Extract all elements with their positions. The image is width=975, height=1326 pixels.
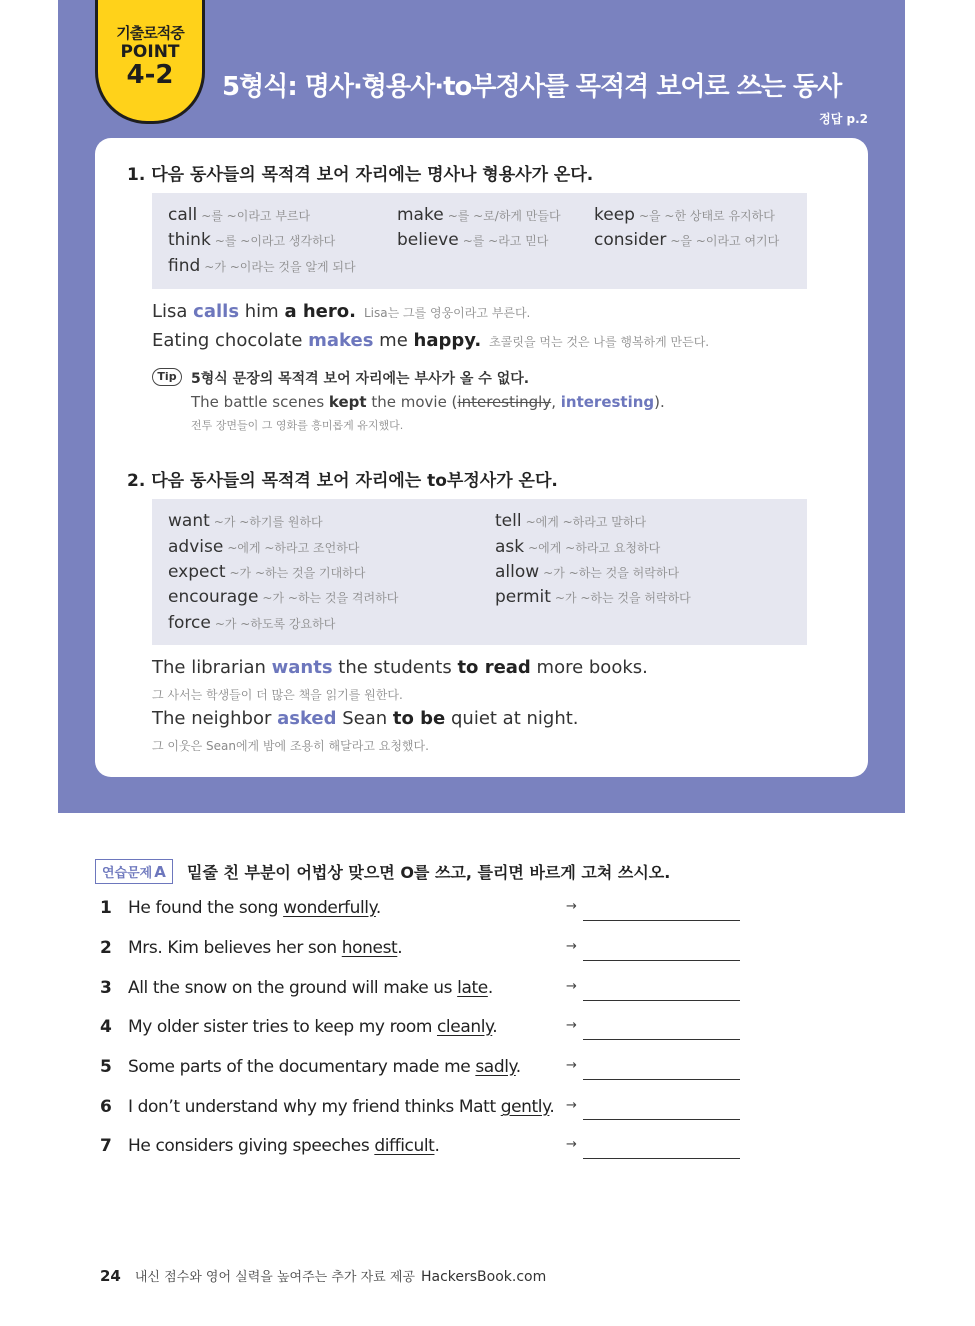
exercise-question: [100, 1097, 760, 1123]
verb-item: keep ~을 ~한 상태로 유지하다: [594, 205, 775, 225]
question-number: 2: [100, 938, 112, 958]
verb-item: think ~를 ~이라고 생각하다: [168, 230, 336, 250]
section1-heading: 1. 다음 동사들의 목적격 보어 자리에는 명사나 형용사가 온다.: [127, 165, 594, 185]
verb-item: consider ~을 ~이라고 여기다: [594, 230, 780, 250]
example-sentence: The neighbor asked Sean to be quiet at night.: [152, 708, 579, 729]
footer-site-link[interactable]: HackersBook.com: [420, 1269, 547, 1285]
arrow-icon: →: [566, 1058, 577, 1073]
verb-item: want ~가 ~하기를 원하다: [168, 511, 323, 531]
verb-item: advise ~에게 ~하라고 조언하다: [168, 537, 360, 557]
arrow-icon: →: [566, 1137, 577, 1152]
answer-blank[interactable]: [583, 1000, 740, 1001]
exercise-question: [100, 1136, 760, 1162]
exercise-question: [100, 978, 760, 1004]
verb-item: encourage ~가 ~하는 것을 격려하다: [168, 587, 399, 607]
example-sentence: Lisa calls him a hero. Lisa는 그를 영웅이라고 부른다.: [152, 301, 531, 322]
example-translation: 그 사서는 학생들이 더 많은 책을 읽기를 원한다.: [152, 688, 403, 702]
exercise-question: [100, 898, 760, 924]
verb-item: make ~를 ~로/하게 만들다: [397, 205, 561, 225]
footer-text: 내신 점수와 영어 실력을 높여주는 추가 자료 제공: [134, 1270, 415, 1285]
question-text: Some parts of the documentary made me sadly.: [128, 1057, 521, 1077]
question-text: I don’t understand why my friend thinks Matt gently.: [128, 1097, 555, 1117]
page-footer: [100, 1266, 546, 1285]
arrow-icon: →: [566, 979, 577, 994]
example-sentence: Eating chocolate makes me happy. 초콜릿을 먹는 것은 나를 행복하게 만든다.: [152, 330, 710, 351]
grammar-card: [95, 138, 868, 777]
answer-blank[interactable]: [583, 1158, 740, 1159]
page-number: 24: [100, 1267, 121, 1285]
arrow-icon: →: [566, 1018, 577, 1033]
exercise-instruction: 밑줄 친 부분이 어법상 맞으면 O를 쓰고, 틀리면 바르게 고쳐 쓰시오.: [187, 863, 671, 882]
tip-example: The battle scenes kept the movie (interestingly, interesting).: [191, 393, 665, 411]
exercise-question: [100, 1017, 760, 1043]
badge-tag: 기출로적중: [116, 24, 184, 42]
verb-item: allow ~가 ~하는 것을 허락하다: [495, 562, 680, 582]
exercise-question: [100, 938, 760, 964]
answer-blank[interactable]: [583, 1039, 740, 1040]
arrow-icon: →: [566, 899, 577, 914]
arrow-icon: →: [566, 1098, 577, 1113]
question-text: He considers giving speeches difficult.: [128, 1136, 440, 1156]
question-number: 6: [100, 1097, 112, 1117]
question-text: All the snow on the ground will make us late.: [128, 978, 493, 998]
answer-blank[interactable]: [583, 1079, 740, 1080]
verb-item: expect ~가 ~하는 것을 기대하다: [168, 562, 366, 582]
verb-item: find ~가 ~이라는 것을 알게 되다: [168, 256, 356, 276]
answer-blank[interactable]: [583, 1119, 740, 1120]
example-sentence: The librarian wants the students to read more books.: [152, 657, 648, 678]
tip-text: 5형식 문장의 목적격 보어 자리에는 부사가 올 수 없다.: [191, 371, 530, 387]
answer-blank[interactable]: [583, 920, 740, 921]
section2-heading: 2. 다음 동사들의 목적격 보어 자리에는 to부정사가 온다.: [127, 471, 558, 491]
verb-item: force ~가 ~하도록 강요하다: [168, 613, 336, 633]
question-text: Mrs. Kim believes her son honest.: [128, 938, 403, 958]
tip-translation: 전투 장면들이 그 영화를 흥미롭게 유지했다.: [191, 419, 404, 432]
badge-point-label: POINT: [120, 42, 180, 62]
section2-verb-box: [152, 499, 807, 645]
verb-item: tell ~에게 ~하라고 말하다: [495, 511, 647, 531]
verb-item: ask ~에게 ~하라고 요청하다: [495, 537, 661, 557]
question-number: 4: [100, 1017, 112, 1037]
verb-item: believe ~를 ~라고 믿다: [397, 230, 549, 250]
arrow-icon: →: [566, 939, 577, 954]
question-number: 5: [100, 1057, 112, 1077]
question-number: 1: [100, 898, 112, 918]
exercise-question: [100, 1057, 760, 1083]
example-translation: 그 이웃은 Sean에게 밤에 조용히 해달라고 요청했다.: [152, 739, 429, 753]
section1-verb-box: [152, 193, 807, 289]
verb-item: call ~를 ~이라고 부르다: [168, 205, 311, 225]
answer-blank[interactable]: [583, 960, 740, 961]
point-badge: [95, 0, 205, 124]
question-number: 7: [100, 1136, 112, 1156]
question-text: My older sister tries to keep my room cleanly.: [128, 1017, 498, 1037]
answer-reference: 정답 p.2: [819, 112, 868, 126]
question-text: He found the song wonderfully.: [128, 898, 381, 918]
question-number: 3: [100, 978, 112, 998]
badge-point-number: 4-2: [126, 60, 174, 90]
point-title: 5형식: 명사·형용사·to부정사를 목적격 보어로 쓰는 동사: [222, 72, 842, 102]
verb-item: permit ~가 ~하는 것을 허락하다: [495, 587, 691, 607]
tip-icon: Tip: [152, 368, 182, 386]
exercise-label: 연습문제 A: [95, 859, 173, 884]
